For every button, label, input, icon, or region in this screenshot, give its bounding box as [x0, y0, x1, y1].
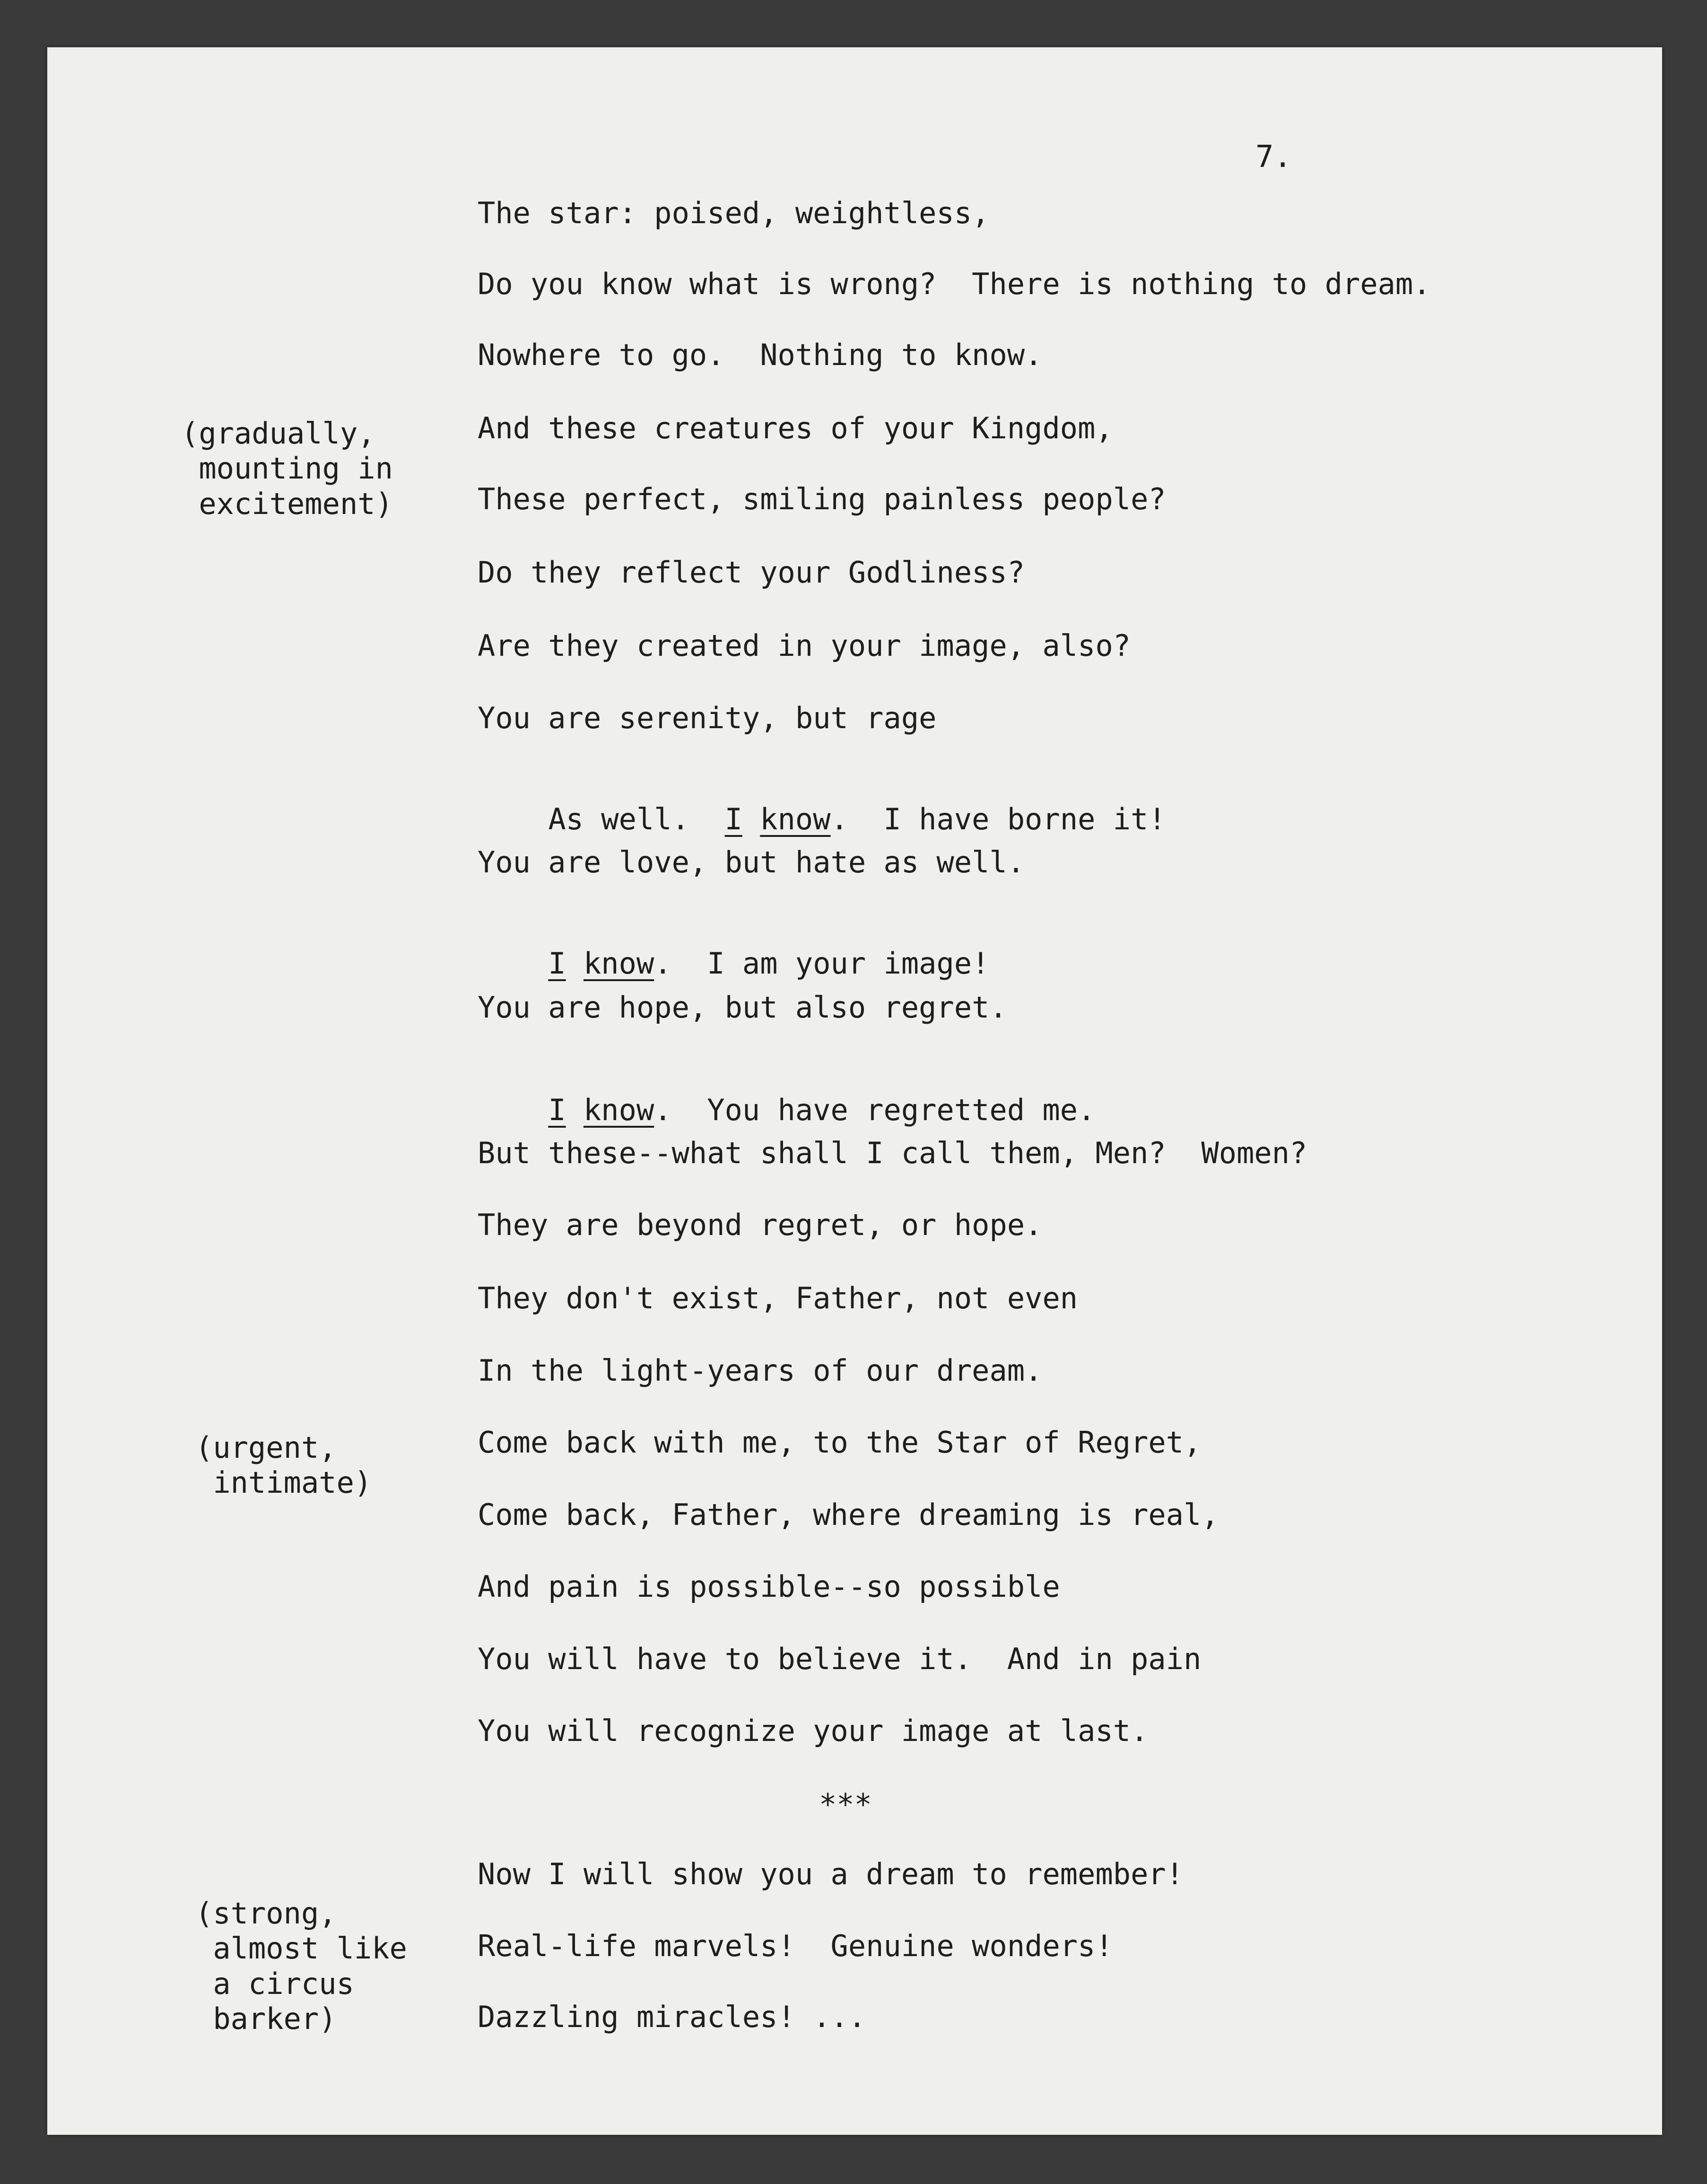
text-line: You will recognize your image at last.: [478, 1714, 1149, 1748]
text-line: I know. You have regretted me.: [548, 1093, 1096, 1127]
text-line: But these--what shall I call them, Men? Women?: [478, 1136, 1307, 1170]
stage-direction-1: (gradually, mounting in excitement): [181, 416, 393, 521]
text-line: And these creatures of your Kingdom,: [478, 411, 1113, 445]
text-line: Come back with me, to the Star of Regret,: [478, 1425, 1202, 1460]
text-line: You are hope, but also regret.: [478, 990, 1007, 1025]
text-line: Real-life marvels! Genuine wonders!: [478, 1929, 1113, 1963]
text-line: Come back, Father, where dreaming is real,: [478, 1497, 1219, 1532]
text-line: You will have to believe it. And in pain: [478, 1642, 1202, 1676]
text-line: You are love, but hate as well.: [478, 845, 1025, 879]
text-line: They don't exist, Father, not even: [478, 1281, 1078, 1315]
text-line: They are beyond regret, or hope.: [478, 1208, 1043, 1242]
stage-direction-3: (strong, almost like a circus barker): [195, 1896, 407, 2036]
text-line: The star: poised, weightless,: [478, 196, 990, 230]
section-separator: ***: [819, 1787, 872, 1822]
text-line: In the light-years of our dream.: [478, 1353, 1043, 1388]
page-number: 7.: [1255, 139, 1292, 174]
text-line: Do they reflect your Godliness?: [478, 555, 1025, 590]
text-line: You are serenity, but rage: [478, 701, 937, 735]
text-line: Are they created in your image, also?: [478, 628, 1131, 663]
stage-direction-2: (urgent, intimate): [195, 1430, 372, 1500]
text-line: Dazzling miracles! ...: [478, 2000, 866, 2034]
text-line: These perfect, smiling painless people?: [478, 482, 1166, 516]
text-line: As well. I know. I have borne it!: [548, 802, 1166, 836]
document-page: [47, 47, 1662, 2135]
text-line: Now I will show you a dream to remember!: [478, 1857, 1184, 1891]
text-line: I know. I am your image!: [548, 946, 990, 981]
text-line: Nowhere to go. Nothing to know.: [478, 338, 1043, 372]
text-line: Do you know what is wrong? There is nothing to dream.: [478, 267, 1431, 301]
text-line: And pain is possible--so possible: [478, 1569, 1060, 1604]
